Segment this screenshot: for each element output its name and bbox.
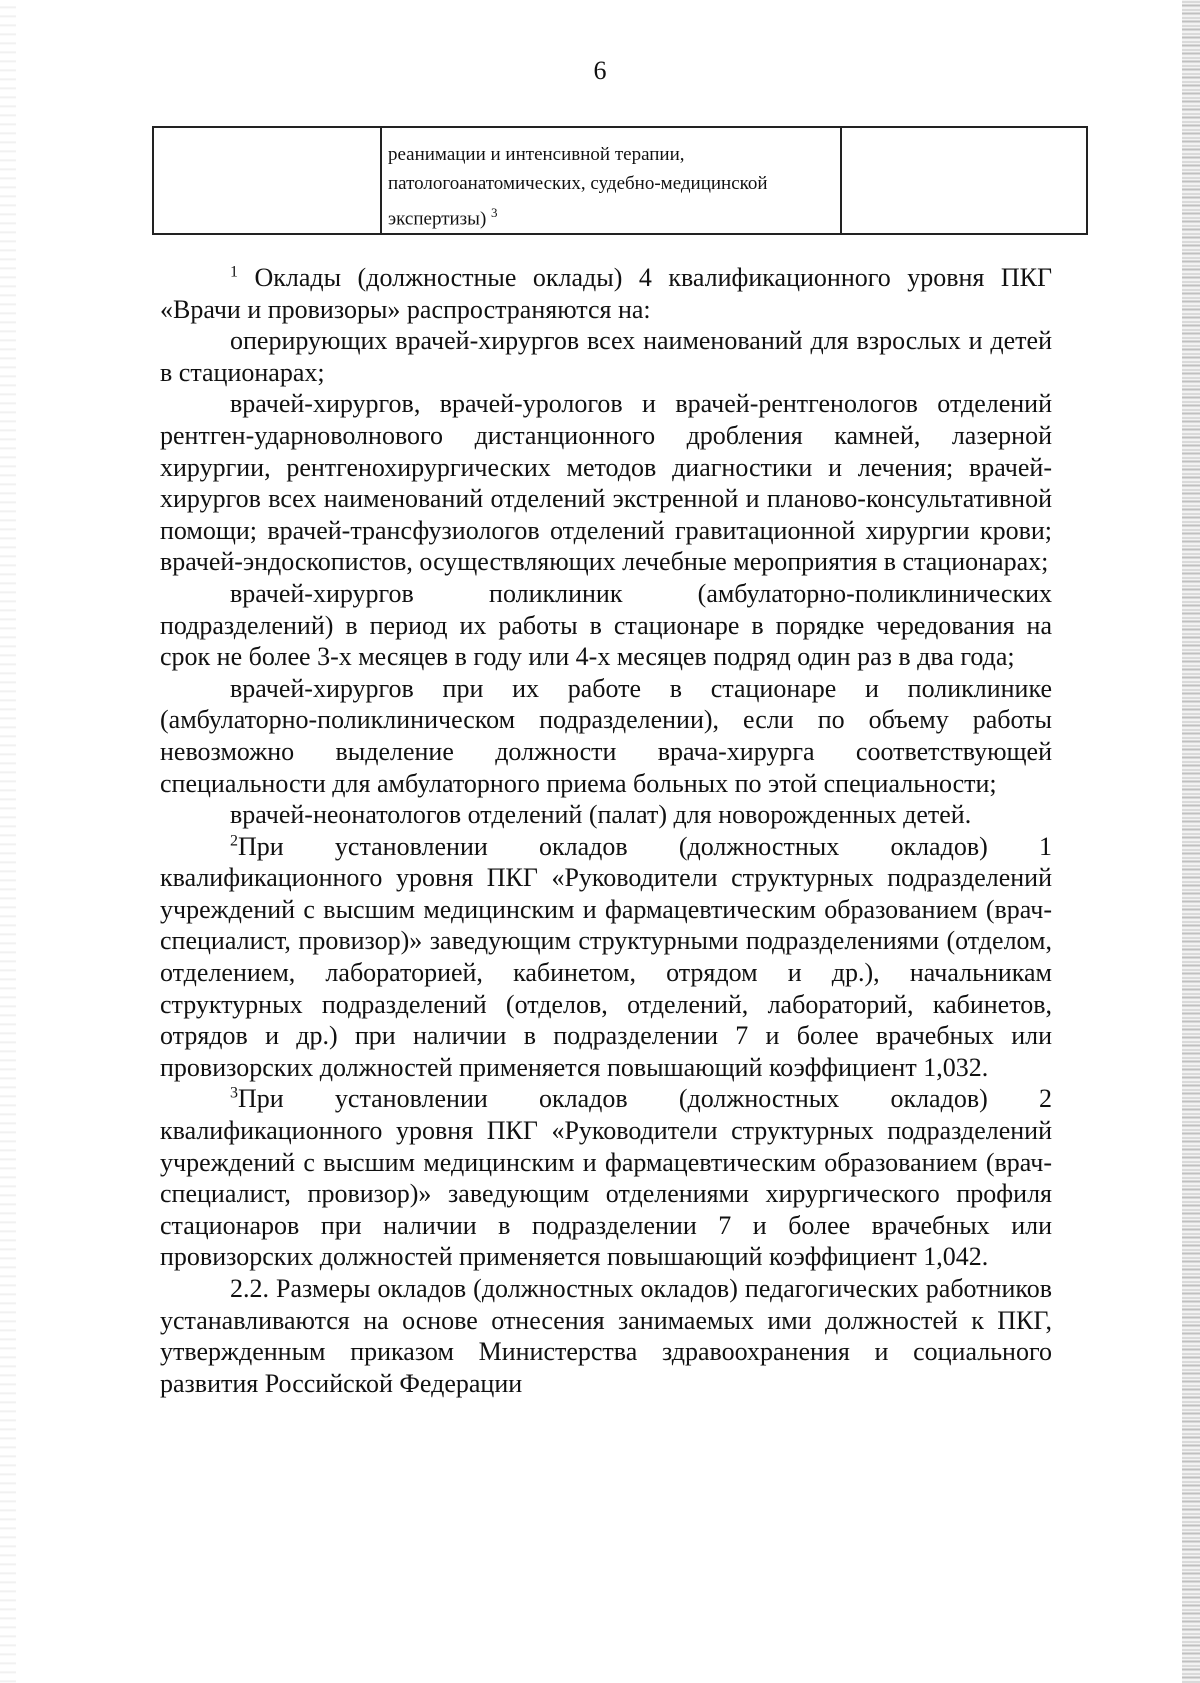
scan-edge-left (0, 0, 16, 1683)
footnote-marker: 1 (230, 263, 238, 281)
footnote-1-item: врачей-хирургов при их работе в стационаре и поликлинике (амбулаторно-поликлиническом подразделении), если по объему работы невозможно выделение должности врача-хирурга соответствующей специальности для амбулаторного приема больных по этой специальности; (160, 673, 1052, 798)
footnote-marker: 3 (230, 1084, 238, 1102)
table-cell-middle (381, 127, 841, 234)
scan-edge-right (1182, 0, 1200, 1683)
continuation-table (152, 126, 1088, 235)
footnote-text: При установлении окладов (должностных окладов) 2 квалификационного уровня ПКГ «Руководители структурных подразделений учреждений с высшим медицинским и фармацевтическим образованием (врач-специалист, провизор)» заведующим отделениями хирургического профиля стационаров при наличии в подразделении 7 и более врачебных или провизорских должностей применяется повышающий коэффициент 1,042. (160, 1084, 1052, 1272)
table-cell-line: реанимации и интенсивной терапии, (388, 144, 685, 165)
footnote-1-item: врачей-неонатологов отделений (палат) для новорожденных детей. (230, 800, 972, 830)
document-body (160, 262, 1052, 1399)
footnote-2 (160, 831, 1052, 1084)
footnote-marker: 2 (230, 832, 238, 850)
section-2-2: 2.2. Размеры окладов (должностных окладов) педагогических работников устанавливаются на основе отнесения занимаемых ими должностей к ПКГ, утвержденным приказом Министерства здравоохранения и социального развития Российской Федерации (160, 1274, 1052, 1398)
footnote-ref: 3 (491, 205, 498, 220)
footnote-1-item: оперирующих врачей-хирургов всех наименований для взрослых и детей в стационарах; (160, 326, 1052, 387)
table-cell-line: экспертизы) (388, 208, 487, 230)
table-cell-left (153, 127, 381, 234)
footnote-3 (160, 1083, 1052, 1273)
footnote-text: Оклады (должностные оклады) 4 квалификационного уровня ПКГ «Врачи и провизоры» распространяются на: (160, 263, 1052, 324)
page-number: 6 (593, 56, 607, 85)
table-cell-right (841, 127, 1087, 234)
footnote-1-item: врачей-хирургов поликлиник (амбулаторно-поликлинических подразделений) в период их работы в стационаре в порядке чередования на срок не более 3-х месяцев в году или 4-х месяцев подряд один раз в два года; (160, 578, 1052, 672)
table-cell-line: патологоанатомических, судебно-медицинской (388, 173, 768, 194)
footnote-1-item: врачей-хирургов, врачей-урологов и врачей-рентгенологов отделений рентген-ударноволнового дистанционного дробления камней, лазерной хирургии, рентгенохирургических методов диагностики и лечения; врачей-хирургов всех наименований отделений экстренной и планово-консультативной помощи; врачей-трансфузиологов отделений гравитационной хирургии крови; врачей-эндоскопистов, осуществляющих лечебные мероприятия в стационарах; (160, 389, 1052, 577)
footnote-1 (160, 262, 1052, 325)
footnote-text: При установлении окладов (должностных окладов) 1 квалификационного уровня ПКГ «Руководители структурных подразделений учреждений с высшим медицинским и фармацевтическим образованием (врач-специалист, провизор)» заведующим структурными подразделениями (отделом, отделением, лабораторией, кабинетом, отрядом и др.), начальникам структурных подразделений (отделов, отделений, лабораторий, кабинетов, отрядов и др.) при наличии в подразделении 7 и более врачебных или провизорских должностей применяется повышающий коэффициент 1,032. (160, 831, 1052, 1082)
table-row (153, 127, 1087, 234)
